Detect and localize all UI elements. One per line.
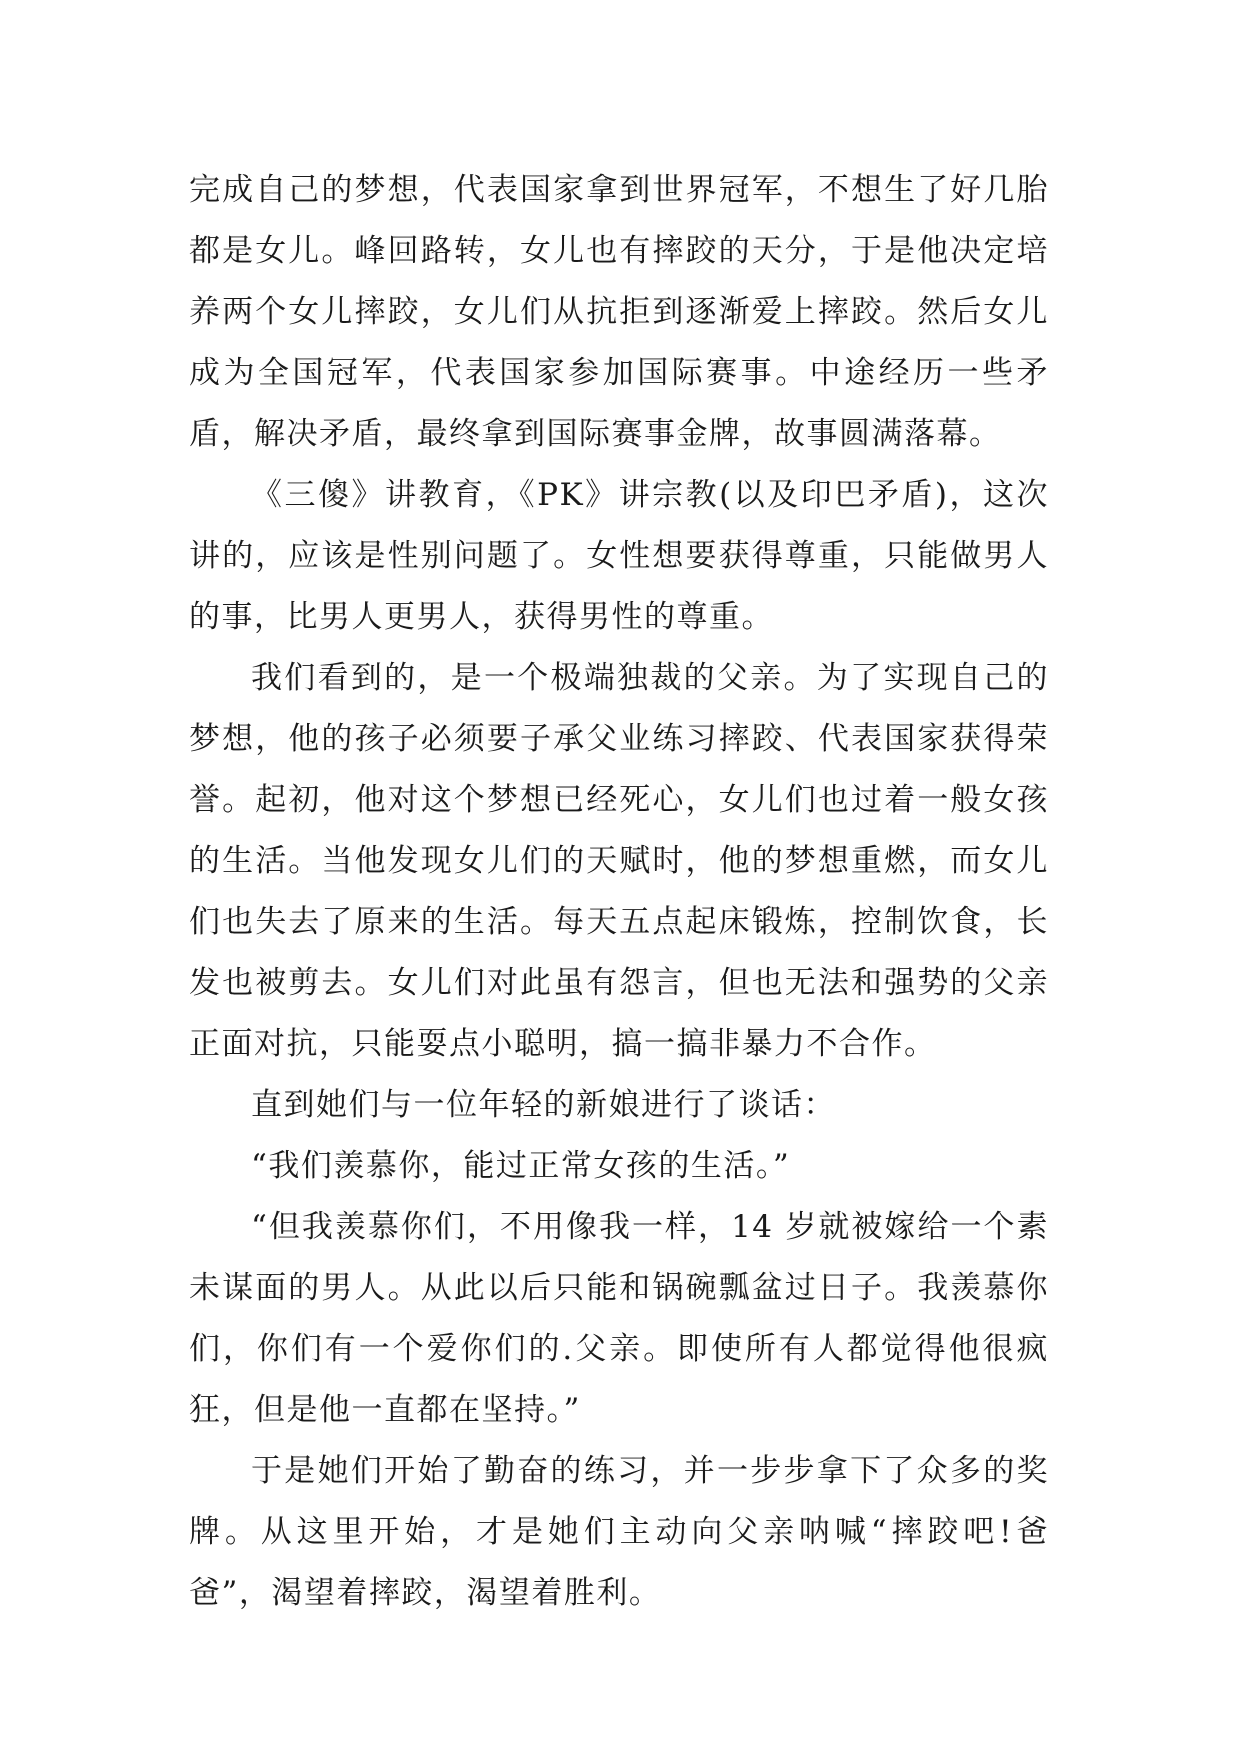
paragraph-2: 《三傻》讲教育，《PK》讲宗教(以及印巴矛盾)，这次讲的，应该是性别问题了。女性想要获得尊重，只能做男人的事，比男人更男人，获得男性的尊重。 xyxy=(189,477,1049,635)
paragraph-5: “我们羡慕你，能过正常女孩的生活。” xyxy=(251,1148,791,1184)
paragraph-4: 直到她们与一位年轻的新娘进行了谈话： xyxy=(251,1087,836,1123)
paragraph-6: “但我羡慕你们，不用像我一样，14 岁就被嫁给一个素未谋面的男人。从此以后只能和锅碗瓢盆过日子。我羡慕你们，你们有一个爱你们的.父亲。即使所有人都觉得他很疯狂，但是他一直都在坚持。” xyxy=(189,1209,1049,1428)
article-body xyxy=(189,160,1049,1624)
paragraph-1: 完成自己的梦想，代表国家拿到世界冠军，不想生了好几胎都是女儿。峰回路转，女儿也有摔跤的天分，于是他决定培养两个女儿摔跤，女儿们从抗拒到逐渐爱上摔跤。然后女儿成为全国冠军，代表国家参加国际赛事。中途经历一些矛盾，解决矛盾，最终拿到国际赛事金牌，故事圆满落幕。 xyxy=(189,172,1049,452)
paragraph-3: 我们看到的，是一个极端独裁的父亲。为了实现自己的梦想，他的孩子必须要子承父业练习摔跤、代表国家获得荣誉。起初，他对这个梦想已经死心，女儿们也过着一般女孩的生活。当他发现女儿们的天赋时，他的梦想重燃，而女儿们也失去了原来的生活。每天五点起床锻炼，控制饮食，长发也被剪去。女儿们对此虽有怨言，但也无法和强势的父亲正面对抗，只能耍点小聪明，搞一搞非暴力不合作。 xyxy=(189,660,1049,1062)
paragraph-7: 于是她们开始了勤奋的练习，并一步步拿下了众多的奖牌。从这里开始，才是她们主动向父亲呐喊“摔跤吧!爸爸”，渴望着摔跤，渴望着胜利。 xyxy=(189,1453,1049,1611)
